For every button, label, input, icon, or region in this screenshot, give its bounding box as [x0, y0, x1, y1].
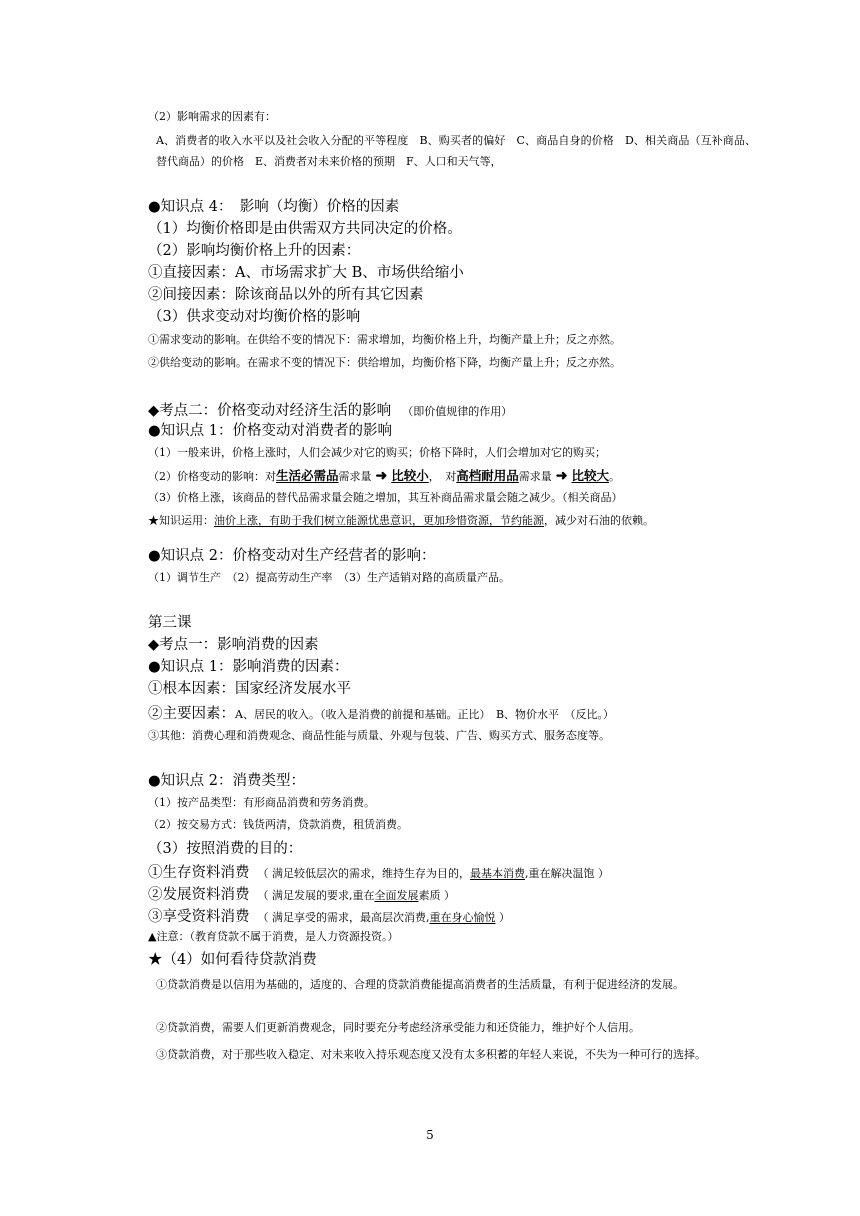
text-segment: （ 满足享受的需求，最高层次消费, — [257, 911, 430, 924]
text-line — [148, 468, 620, 486]
section-heading — [148, 400, 512, 420]
text-segment: （2）价格变动的影响：对 — [148, 470, 276, 483]
text-segment: 素质 ） — [418, 889, 455, 902]
section-heading: ●知识点 1：价格变动对消费者的影响 — [148, 423, 392, 439]
underlined-text: 重在身心愉悦 — [429, 911, 496, 924]
text-segment: ②发展资料消费 — [148, 887, 250, 903]
text-line: ①需求变动的影响。在供给不变的情况下：需求增加，均衡价格上升，均衡产量上升；反之亦然。 — [148, 333, 621, 346]
text-line: ①直接因素：A、市场需求扩大 B、市场供给缩小 — [148, 265, 464, 281]
text-line: ②间接因素：除该商品以外的所有其它因素 — [148, 287, 424, 303]
underlined-text: 全面发展 — [374, 889, 419, 902]
text-line: （2）影响均衡价格上升的因素： — [148, 243, 361, 259]
page-number: 5 — [426, 1128, 434, 1142]
emphasis-text: 高档耐用品 — [456, 468, 519, 483]
text-segment: （ 满足发展的要求,重在 — [257, 889, 375, 902]
emphasis-text: 比较大 — [571, 468, 610, 483]
text-line — [148, 862, 609, 882]
text-line: （1）调节生产 （2）提高劳动生产率 （3）生产适销对路的高质量产品。 — [148, 571, 510, 584]
emphasis-text: 生活必需品 — [276, 468, 339, 483]
text-line: ①根本因素：国家经济发展水平 — [148, 681, 351, 697]
text-line: ②贷款消费，需要人们更新消费观念，同时要充分考虑经济承受能力和还贷能力，维护好个人信用。 — [156, 1021, 640, 1034]
text-line: ③其他：消费心理和消费观念、商品性能与质量、外观与包装、广告、购买方式、服务态度等。 — [148, 729, 610, 742]
text-segment: 。 — [609, 470, 621, 483]
text-segment: A、居民的收入。（收入是消费的前提和基础。正比） B、物价水平 （反比。） — [235, 708, 615, 721]
arrow-right-icon: ➜ — [375, 468, 388, 484]
text-line: （2）按交易方式：钱货两清，贷款消费，租赁消费。 — [148, 818, 408, 831]
section-heading: ◆考点一：影响消费的因素 — [148, 637, 319, 653]
underlined-text: 最基本消费 — [470, 867, 525, 880]
text-segment: 需求量 — [518, 470, 552, 483]
section-heading: ★（4）如何看待贷款消费 — [148, 952, 317, 968]
text-segment: ③享受资料消费 — [148, 909, 250, 925]
text-segment: ） — [495, 911, 510, 924]
text-line: （3）按照消费的目的： — [148, 841, 303, 857]
text-segment: ，减少对石油的依赖。 — [544, 514, 654, 527]
text-segment: ①生存资料消费 — [148, 865, 250, 881]
heading-text: ◆考点二：价格变动对经济生活的影响 — [148, 403, 392, 419]
text-line: （3）价格上涨，该商品的替代品需求量会随之增加，其互补商品需求量会随之减少。（相关商品） — [148, 491, 623, 504]
text-segment: ,重在解决温饱 ） — [525, 867, 609, 880]
text-segment: ②主要因素： — [148, 706, 235, 722]
underlined-text: 油价上涨，有助于我们树立能源忧患意识，更加珍惜资源，节约能源 — [214, 514, 544, 527]
text-line — [148, 514, 654, 528]
text-line — [148, 884, 455, 904]
section-heading: ●知识点 4： 影响（均衡）价格的因素 — [148, 199, 400, 215]
text-segment: 需求量 — [338, 470, 372, 483]
text-line: ②供给变动的影响。在需求不变的情况下：供给增加，均衡价格下降，均衡产量上升；反之亦然。 — [148, 356, 621, 369]
lesson-title: 第三课 — [148, 615, 192, 631]
text-line: （1）一般来讲，价格上涨时，人们会减少对它的购买；价格下降时，人们会增加对它的购买； — [148, 446, 606, 459]
heading-note: （即价值规律的作用） — [402, 405, 513, 418]
text-line: （3）供求变动对均衡价格的影响 — [148, 309, 361, 325]
text-line: （2）影响需求的因素有： — [148, 110, 276, 123]
text-segment: （ 满足较低层次的需求，维持生存为目的， — [257, 867, 470, 880]
text-line — [148, 906, 510, 926]
text-paragraph: ③贷款消费，对于那些收入稳定、对未来收入持乐观态度又没有太多积蓄的年轻人来说，不失为一种可行的选择。 — [156, 1048, 706, 1061]
arrow-right-icon: ➜ — [555, 468, 568, 484]
section-heading: ●知识点 1：影响消费的因素： — [148, 659, 349, 675]
note-line: ▲注意：（教育贷款不属于消费，是人力资源投资。） — [148, 930, 399, 943]
text-line: （1）按产品类型：有形商品消费和劳务消费。 — [148, 796, 375, 809]
section-heading: ●知识点 2：消费类型： — [148, 773, 305, 789]
text-segment: ， 对 — [428, 470, 457, 483]
text-segment: ★知识运用： — [148, 514, 214, 527]
text-paragraph: ①贷款消费是以信用为基础的，适度的、合理的贷款消费能提高消费者的生活质量，有利于促进经济的发展。 — [156, 978, 684, 991]
section-heading: ●知识点 2：价格变动对生产经营者的影响： — [148, 548, 436, 564]
text-line — [148, 703, 614, 723]
emphasis-text: 比较小 — [391, 468, 429, 483]
text-line: （1）均衡价格即是由供需双方共同决定的价格。 — [148, 221, 462, 237]
text-paragraph: A、消费者的收入水平以及社会收入分配的平等程度 B、购买者的偏好 C、商品自身的价格 D、相关商品（互补商品、替代商品）的价格 E、消费者对未来价格的预期 F、人口和天气等， — [156, 134, 756, 168]
